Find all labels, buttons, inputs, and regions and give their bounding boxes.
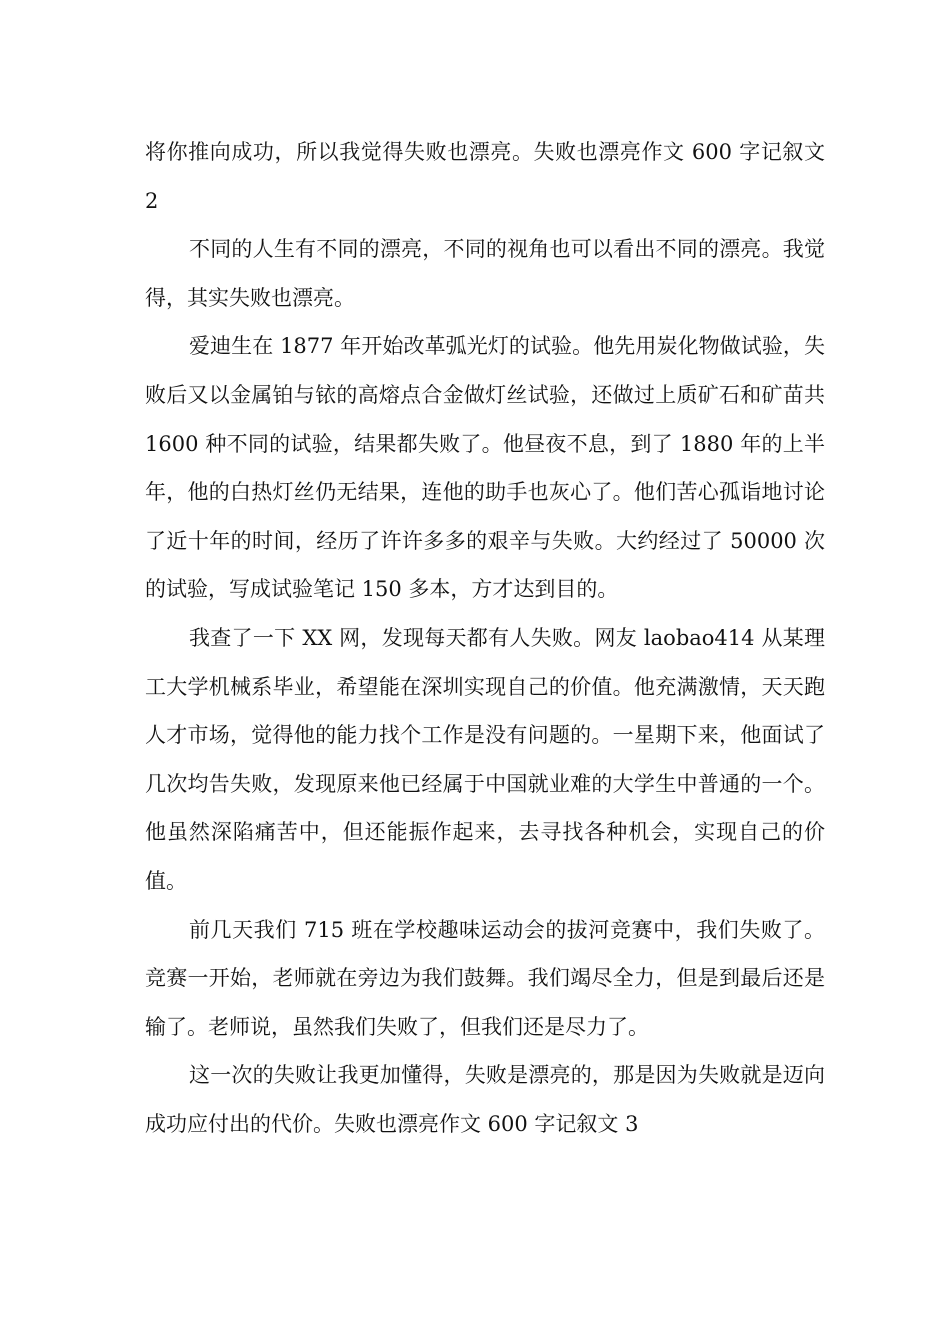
paragraph-5: 前几天我们 715 班在学校趣味运动会的拔河竞赛中，我们失败了。竞赛一开始，老师就在旁边为我们鼓舞。我们竭尽全力，但是到最后还是输了。老师说，虽然我们失败了，但我们还是尽力了。 <box>145 917 825 1039</box>
paragraph-6: 这一次的失败让我更加懂得，失败是漂亮的，那是因为失败就是迈向成功应付出的代价。失败也漂亮作文 600 字记叙文 3 <box>145 1063 825 1136</box>
document-body <box>145 128 825 1148</box>
paragraph-2: 不同的人生有不同的漂亮，不同的视角也可以看出不同的漂亮。我觉得，其实失败也漂亮。 <box>145 237 825 310</box>
paragraph-4: 我查了一下 XX 网，发现每天都有人失败。网友 laobao414 从某理工大学机械系毕业，希望能在深圳实现自己的价值。他充满激情，天天跑人才市场，觉得他的能力找个工作是没有问题的。一星期下来，他面试了几次均告失败，发现原来他已经属于中国就业难的大学生中普通的一个。他虽然深陷痛苦中，但还能振作起来，去寻找各种机会，实现自己的价值。 <box>145 625 825 893</box>
paragraph-3: 爱迪生在 1877 年开始改革弧光灯的试验。他先用炭化物做试验，失败后又以金属铂与铱的高熔点合金做灯丝试验，还做过上质矿石和矿苗共 1600 种不同的试验，结果都失败了。他昼夜不息，到了 1880 年的上半年，他的白热灯丝仍无结果，连他的助手也灰心了。他们苦心孤诣地讨论了近十年的时间，经历了许许多多的艰辛与失败。大约经过了 50000 次的试验，写成试验笔记 150 多本，方才达到目的。 <box>145 334 825 602</box>
paragraph-1: 将你推向成功，所以我觉得失败也漂亮。失败也漂亮作文 600 字记叙文 2 <box>145 140 825 213</box>
